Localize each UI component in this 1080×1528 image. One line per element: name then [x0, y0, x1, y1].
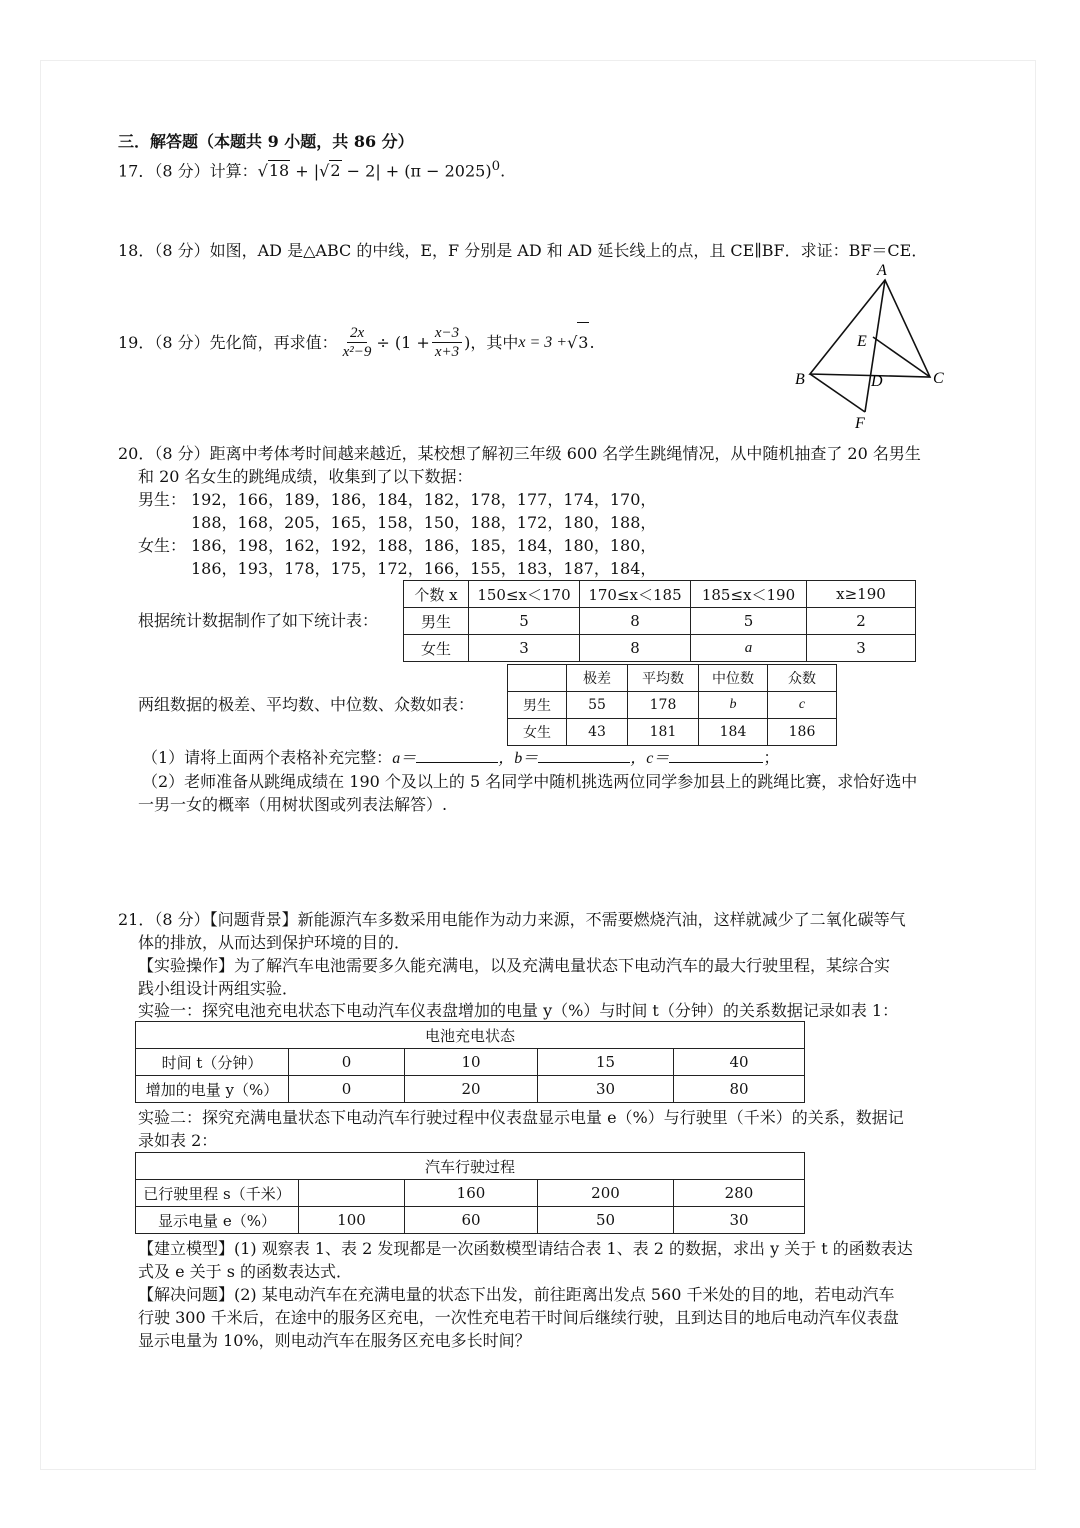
boys-data-row-2: 188，168，205，165，158，150，188，172，180，188，	[191, 513, 657, 532]
q21-model-line-1: 【建立模型】(1) 观察表 1、表 2 发现都是一次函数模型请结合表 1、表 2 的数据，求出 y 关于 t 的函数表达	[138, 1239, 913, 1258]
label-d: D	[871, 373, 883, 390]
driving-table	[135, 1152, 805, 1234]
label-b: B	[795, 371, 805, 388]
q19-sqrt-3: 3	[577, 322, 589, 363]
q20-line-1: 20．（8 分）距离中考体考时间越来越近，某校想了解初三年级 600 名学生跳绳情况，从中随机抽查了 20 名男生	[118, 444, 921, 463]
label-f: F	[855, 415, 865, 432]
q21-experiment-2-line-1: 实验二：探究充满电量状态下电动汽车行驶过程中仪表盘显示电量 e（%）与行驶里（千米）的关系，数据记	[138, 1108, 904, 1127]
boys-data-row-1: 192，166，189，186，184，182，178，177，174，170，	[191, 490, 657, 509]
table-row: 女生 43 181 184 186	[508, 719, 837, 746]
answer-blank-b[interactable]	[538, 746, 630, 763]
q19-prefix: 19．（8 分）先化简，再求值：	[118, 332, 338, 352]
q20-line-2: 和 20 名女生的跳绳成绩，收集到了以下数据：	[138, 467, 473, 486]
label-c: C	[933, 370, 944, 387]
table-row: 男生 55 178 b c	[508, 692, 837, 719]
table-row: 个数 x 150≤x＜170 170≤x＜185 185≤x＜190 x≥190	[404, 581, 916, 608]
line-adf	[865, 280, 885, 412]
table-row: 已行驶里程 s（千米） 160 200 280	[136, 1180, 805, 1207]
q21-line-2: 体的排放，从而达到保护环境的目的．	[138, 933, 411, 952]
question-18: 18．（8 分）如图，AD 是△ABC 的中线，E，F 分别是 AD 和 AD 延长线上的点，且 CE∥BF．求证：BF＝CE．	[118, 241, 928, 260]
answer-blank-a[interactable]	[416, 746, 498, 763]
table-row: 电池充电状态	[136, 1022, 805, 1049]
girls-data-row-1: 186，198，162，192，188，186，185，184，180，180，	[191, 536, 657, 555]
q19-fraction-2: $\frac{x-3}{x+3}$	[432, 324, 462, 361]
q17-exponent: 0	[491, 159, 501, 174]
table-row: 时间 t（分钟） 0 10 15 40	[136, 1049, 805, 1076]
boys-label: 男生：	[138, 490, 187, 509]
triangle-abc	[810, 280, 930, 377]
q20-sub-2-line-1: （2）老师准备从跳绳成绩在 190 个及以上的 5 名同学中随机挑选两位同学参加县上的跳绳比赛，求恰好选中	[142, 772, 918, 791]
q21-line-3: 【实验操作】为了解汽车电池需要多久能充满电，以及充满电量状态下电动汽车的最大行驶里程，某综合实	[138, 956, 891, 975]
q21-model-line-2: 式及 e 关于 s 的函数表达式．	[138, 1262, 353, 1281]
q19-fraction-1: $\frac{2x}{\text{x²−9}}$	[342, 325, 372, 360]
table-row: 极差 平均数 中位数 众数	[508, 665, 837, 692]
q20-sub-1: （1）请将上面两个表格补充完整：a＝ ，b＝ ，c＝ ；	[142, 748, 780, 767]
segment-bf	[810, 374, 865, 412]
table-row: 女生 3 8 a 3	[404, 635, 916, 662]
question-19: 19．（8 分）先化简，再求值： $\frac{2x}{\text{x²−9}}$ ÷ (1 + $\frac{x-3}{x+3}$ )，其中 x = 3 + √ 3 .	[118, 322, 595, 363]
question-17: 17．（8 分）计算：$√18 + |√2 - 2| + (\pi - 2025)^0$.	[118, 159, 506, 181]
table-row: 汽车行驶过程	[136, 1153, 805, 1180]
label-e: E	[857, 333, 867, 350]
q17-sqrt-2: 2	[330, 161, 341, 181]
table-row: 显示电量 e（%） 100 60 50 30	[136, 1207, 805, 1234]
girls-data-row-2: 186，193，178，175，172，166，155，183，187，184，	[191, 559, 657, 578]
q20-sub-2-line-2: 一男一女的概率（用树状图或列表法解答）.	[138, 795, 448, 814]
triangle-figure	[785, 262, 965, 432]
charging-table	[135, 1021, 805, 1103]
table2-intro: 两组数据的极差、平均数、中位数、众数如表：	[138, 695, 475, 714]
statistics-table	[507, 664, 837, 746]
q17-prefix: 17．（8 分）计算：	[118, 161, 258, 181]
section-heading: 三．解答题（本题共 9 小题，共 86 分）	[118, 132, 414, 151]
q19-div: ÷ (1 +	[376, 332, 430, 352]
q17-end: .	[500, 161, 506, 181]
q21-experiment-2-line-2: 录如表 2：	[138, 1131, 218, 1150]
label-a: A	[877, 262, 887, 279]
table-row: 男生 5 8 5 2	[404, 608, 916, 635]
answer-blank-c[interactable]	[669, 746, 763, 763]
q21-solve-line-1: 【解决问题】(2) 某电动汽车在充满电量的状态下出发，前往距离出发点 560 千米处的目的地，若电动汽车	[138, 1285, 895, 1304]
q21-solve-line-2: 行驶 300 千米后，在途中的服务区充电，一次性充电若干时间后继续行驶，且到达目的地后电动汽车仪表盘	[138, 1308, 899, 1327]
q17-tail: − 2| + (π − 2025)	[341, 161, 492, 181]
q17-sqrt-18: 18	[268, 161, 290, 181]
table1-intro: 根据统计数据制作了如下统计表：	[138, 611, 379, 630]
q21-line-1: 21．（8 分）【问题背景】新能源汽车多数采用电能作为动力来源，不需要燃烧汽油，这样就减少了二氧化碳等气	[118, 910, 906, 929]
frequency-table	[403, 580, 916, 662]
q21-line-4: 践小组设计两组实验．	[138, 979, 299, 998]
q21-solve-line-3: 显示电量为 10%，则电动汽车在服务区充电多长时间？	[138, 1331, 531, 1350]
q19-close: )，其中	[464, 332, 519, 352]
table-row: 增加的电量 y（%） 0 20 30 80	[136, 1076, 805, 1103]
girls-label: 女生：	[138, 536, 187, 555]
q21-experiment-1: 实验一：探究电池充电状态下电动汽车仪表盘增加的电量 y（%）与时间 t（分钟）的关系数据记录如表 1：	[138, 1001, 899, 1020]
q19-value: x = 3 +	[518, 333, 568, 351]
q17-mid: + |	[290, 161, 320, 181]
